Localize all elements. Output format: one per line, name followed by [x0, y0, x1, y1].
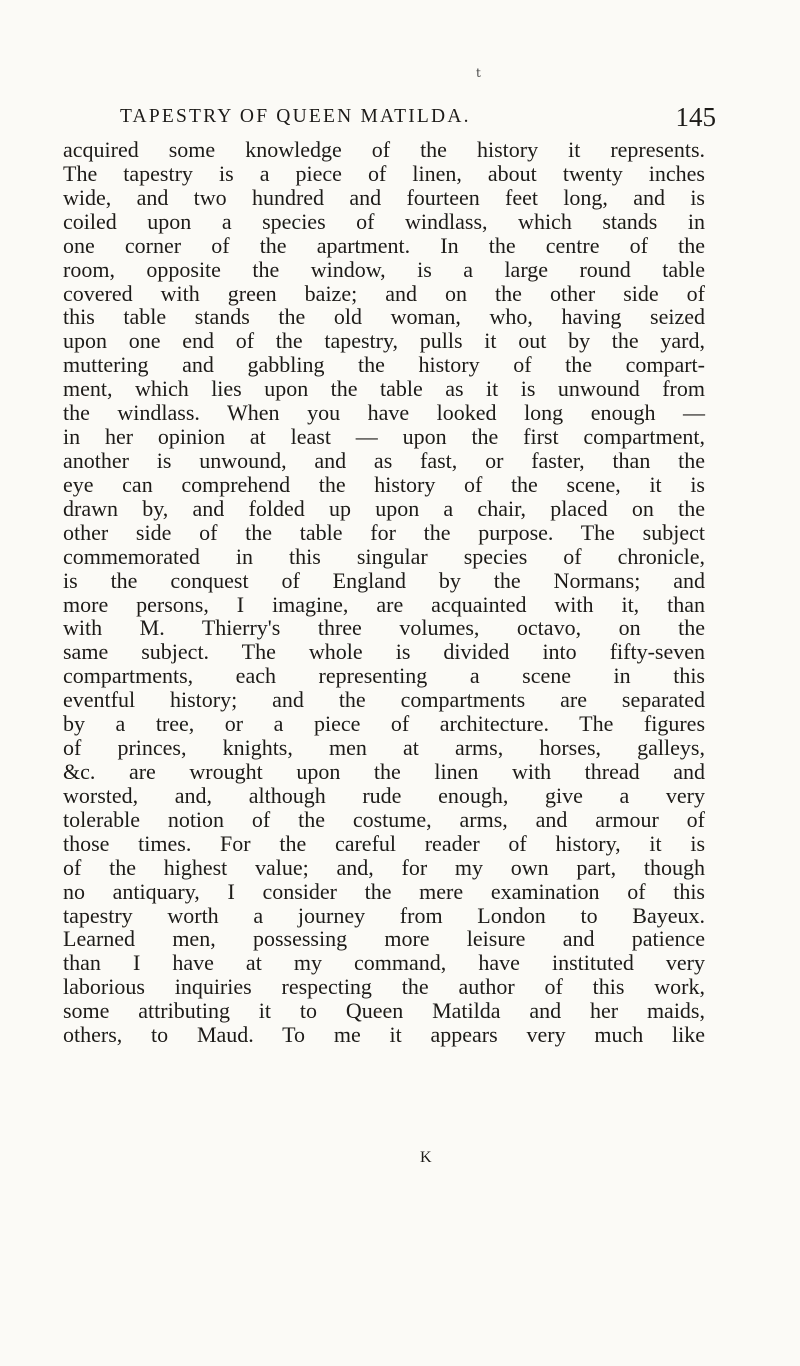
- text-line: The tapestry is a piece of linen, about twenty inches: [63, 160, 705, 186]
- text-line: tapestry worth a journey from London to Bayeux.: [63, 902, 705, 928]
- text-line: no antiquary, I consider the mere examination of this: [63, 878, 705, 904]
- text-line: eye can comprehend the history of the scene, it is: [63, 471, 705, 497]
- text-line: than I have at my command, have instituted very: [63, 950, 705, 976]
- text-line: tolerable notion of the costume, arms, and armour of: [63, 806, 705, 832]
- text-line: wide, and two hundred and fourteen feet long, and is: [63, 184, 705, 210]
- text-line: others, to Maud. To me it appears very much like: [63, 1022, 705, 1048]
- text-line: some attributing it to Queen Matilda and her maids,: [63, 998, 705, 1024]
- text-line: room, opposite the window, is a large round table: [63, 256, 705, 282]
- text-line: covered with green baize; and on the other side of: [63, 280, 705, 306]
- text-line: another is unwound, and as fast, or faster, than the: [63, 447, 705, 473]
- text-line: more persons, I imagine, are acquainted with it, than: [63, 591, 705, 617]
- running-head: TAPESTRY OF QUEEN MATILDA.: [120, 106, 471, 127]
- text-line: of princes, knights, men at arms, horses, galleys,: [63, 735, 705, 761]
- text-line: ment, which lies upon the table as it is unwound from: [63, 376, 705, 402]
- text-line: &c. are wrought upon the linen with thread and: [63, 758, 705, 784]
- text-line: those times. For the careful reader of history, it is: [63, 830, 705, 856]
- text-line: acquired some knowledge of the history it represents.: [63, 137, 705, 162]
- text-line: compartments, each representing a scene in this: [63, 663, 705, 689]
- text-line: worsted, and, although rude enough, give a very: [63, 782, 705, 808]
- page-number: 145: [675, 102, 716, 132]
- body-text: [63, 138, 705, 1047]
- text-line: other side of the table for the purpose. The subject: [63, 519, 705, 545]
- text-line: is the conquest of England by the Normans; and: [63, 567, 705, 593]
- text-line: upon one end of the tapestry, pulls it out by the yard,: [63, 328, 705, 354]
- text-line: commemorated in this singular species of chronicle,: [63, 543, 705, 569]
- stray-mark: t: [476, 66, 481, 80]
- text-line: in her opinion at least — upon the first compartment,: [63, 424, 705, 450]
- text-line: coiled upon a species of windlass, which stands in: [63, 208, 705, 234]
- text-line: same subject. The whole is divided into fifty-seven: [63, 639, 705, 665]
- text-line: with M. Thierry's three volumes, octavo, on the: [63, 615, 705, 641]
- text-line: this table stands the old woman, who, having seized: [63, 304, 705, 330]
- text-line: one corner of the apartment. In the centre of the: [63, 232, 705, 258]
- text-line: drawn by, and folded up upon a chair, placed on the: [63, 495, 705, 521]
- text-line: the windlass. When you have looked long enough —: [63, 400, 705, 426]
- text-line: by a tree, or a piece of architecture. The figures: [63, 711, 705, 737]
- text-line: muttering and gabbling the history of the compart-: [63, 352, 705, 378]
- text-line: of the highest value; and, for my own part, though: [63, 854, 705, 880]
- text-line: Learned men, possessing more leisure and patience: [63, 926, 705, 952]
- text-line: eventful history; and the compartments are separated: [63, 687, 705, 713]
- text-line: laborious inquiries respecting the author of this work,: [63, 974, 705, 1000]
- signature-mark: K: [420, 1149, 433, 1166]
- page-header: [90, 104, 730, 136]
